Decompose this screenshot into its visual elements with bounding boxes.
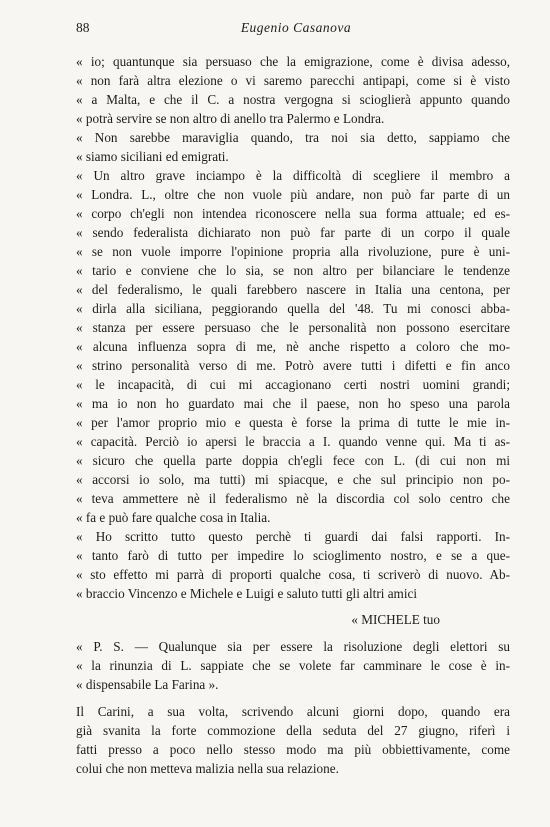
text-line: « a Malta, e che il C. a nostra vergogna si scioglierà appunto quando bbox=[76, 92, 510, 107]
letter-body bbox=[76, 52, 510, 778]
text-line: « corpo ch'egli non intendea riconoscere nella sua forma attuale; ed es- bbox=[76, 206, 510, 221]
text-line: « accorsi io solo, ma tutti) mi spiacque, e che sul principio non po- bbox=[76, 472, 510, 487]
text-line: « potrà servire se non altro di anello tra Palermo e Londra. bbox=[76, 111, 385, 126]
text-line: « per l'amor proprio mio e questa è forse la prima di tutte le mie in- bbox=[76, 415, 510, 430]
page-header bbox=[76, 20, 516, 40]
text-line: « braccio Vincenzo e Michele e Luigi e saluto tutti gli altri amici bbox=[76, 586, 417, 601]
text-line: « P. S. — Qualunque sia per essere la risoluzione degli elettori su bbox=[76, 639, 510, 654]
text-line: « sicuro che quella parte doppia ch'egli fece con L. (di cui non mi bbox=[76, 453, 510, 468]
text-line: già svanita la forte commozione della seduta del 27 giugno, riferì i bbox=[76, 723, 510, 738]
text-line: « ma io non ho guardato mai che il paese, non ho speso una parola bbox=[76, 396, 510, 411]
text-line: « se non vuole imporre l'opinione propria alla rivoluzione, pure è uni- bbox=[76, 244, 510, 259]
page-number: 88 bbox=[76, 20, 90, 35]
text-line: Il Carini, a sua volta, scrivendo alcuni giorni dopo, quando era bbox=[76, 704, 510, 719]
letter-signature: « MICHELE tuo bbox=[351, 612, 440, 627]
text-line: « Un altro grave inciampo è la difficoltà di scegliere il membro a bbox=[76, 168, 510, 183]
text-line: « le incapacità, di cui mi accagionano certi nostri uomini grandi; bbox=[76, 377, 510, 392]
text-line: « tario e conviene che lo sia, se non altro per bilanciare le tendenze bbox=[76, 263, 510, 278]
text-line: « siamo siciliani ed emigrati. bbox=[76, 149, 229, 164]
text-line: « dirla alla siciliana, peggiorando quella del '48. Tu mi conosci abba- bbox=[76, 301, 510, 316]
text-line: colui che non metteva malizia nella sua relazione. bbox=[76, 761, 339, 776]
text-line: « capacità. Perciò io apersi le braccia a I. quando venne qui. Ma ti as- bbox=[76, 434, 510, 449]
text-line: « teva ammettere nè il federalismo nè la discordia col solo centro che bbox=[76, 491, 510, 506]
text-line: « io; quantunque sia persuaso che la emigrazione, come è divisa adesso, bbox=[76, 54, 510, 69]
text-line: « alcuna influenza sopra di me, nè anche rispetto a coloro che mo- bbox=[76, 339, 510, 354]
text-line: « la rinunzia di L. sappiate che se volete far camminare le cose è in- bbox=[76, 658, 510, 673]
text-line: « Londra. L., oltre che non vuole più andare, non può far parte di un bbox=[76, 187, 510, 202]
text-line: fatti presso a poco nello stesso modo ma più obbiettivamente, come bbox=[76, 742, 510, 757]
text-line: « Ho scritto tutto questo perchè ti guardi dai falsi rapporti. In- bbox=[76, 529, 510, 544]
running-head: Eugenio Casanova bbox=[240, 20, 352, 35]
text-line: « sto effetto mi parrà di proporti qualche cosa, ti scriverò di nuovo. Ab- bbox=[76, 567, 510, 582]
text-line: « non farà altra elezione o vi saremo parecchi antipapi, come si è visto bbox=[76, 73, 510, 88]
text-line: « dispensabile La Farina ». bbox=[76, 677, 219, 692]
text-line: « stanza per essere persuaso che le personalità non possono esercitare bbox=[76, 320, 510, 335]
text-line: « tanto farò di tutto per impedire lo scioglimento nostro, e se a que- bbox=[76, 548, 510, 563]
text-line: « del federalismo, le quali farebbero nascere in Italia una centona, per bbox=[76, 282, 510, 297]
text-line: « strino personalità verso di me. Potrò avere tutti i difetti e fin anco bbox=[76, 358, 510, 373]
text-line: « Non sarebbe maraviglia quando, tra noi sia detto, sappiamo che bbox=[76, 130, 510, 145]
text-line: « fa e può fare qualche cosa in Italia. bbox=[76, 510, 271, 525]
text-line: « sendo federalista dichiarato non può far parte di un corpo il quale bbox=[76, 225, 510, 240]
